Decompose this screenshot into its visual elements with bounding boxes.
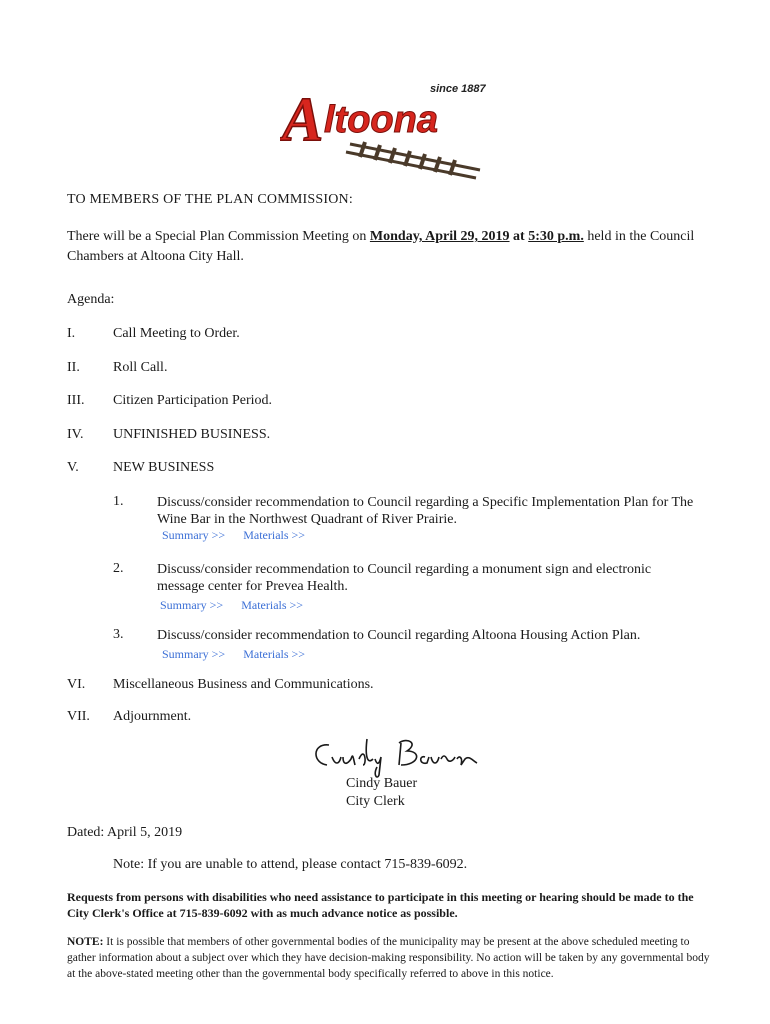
sub-item-text: Discuss/consider recommendation to Council regarding Altoona Housing Action Plan. [157, 628, 641, 643]
meeting-time: 5:30 p.m. [528, 229, 584, 244]
sub-item-text: Discuss/consider recommendation to Council regarding a Specific Implementation Plan for The Wine Bar in the Northwest Quadrant of River Prairie. [157, 495, 694, 527]
materials-link[interactable]: Materials >> [243, 647, 306, 661]
sub-item-number: 2. [113, 561, 124, 576]
handwritten-signature [307, 735, 487, 780]
sub-item-text: Discuss/consider recommendation to Council regarding a monument sign and electronic message center for Prevea Health. [157, 562, 652, 594]
summary-link[interactable]: Summary >> [162, 647, 226, 661]
item-number: I. [67, 326, 76, 341]
meeting-date: Monday, April 29, 2019 [369, 229, 510, 244]
svg-text:ltoona: ltoona [324, 99, 438, 141]
clerk-name: Cindy Bauer [346, 776, 418, 791]
item-text: Adjournment. [113, 709, 192, 724]
item-text: Citizen Participation Period. [113, 393, 273, 408]
summary-link[interactable]: Summary >> [160, 598, 224, 612]
accessibility-notice: Requests from persons with disabilities who need assistance to participate in this meeting or hearing should be made to the City Clerk's Office at 715-839-6092 with as much advance notice as possible. [67, 890, 694, 920]
railroad-track-icon [346, 142, 480, 178]
materials-link[interactable]: Materials >> [243, 528, 306, 542]
heading: TO MEMBERS OF THE PLAN COMMISSION: [67, 192, 353, 207]
item-number: IV. [67, 427, 84, 442]
item-number: III. [67, 393, 85, 408]
item-text: NEW BUSINESS [113, 460, 215, 475]
item-number: VII. [67, 709, 90, 724]
item-number: V. [67, 460, 79, 475]
sub-item-number: 3. [113, 627, 124, 642]
altoona-logo [280, 72, 490, 182]
materials-link[interactable]: Materials >> [241, 598, 304, 612]
item-text: UNFINISHED BUSINESS. [113, 427, 271, 442]
meeting-intro: There will be a Special Plan Commission Meeting on Monday, April 29, 2019 at 5:30 p.m. held in the Council Chambers at Altoona City Hall. [67, 229, 695, 264]
svg-text:since 1887: since 1887 [430, 83, 486, 95]
svg-text:A: A [282, 86, 324, 154]
item-number: VI. [67, 677, 86, 692]
note-label: NOTE: [67, 936, 104, 948]
item-text: Miscellaneous Business and Communications. [113, 677, 374, 692]
signature-block [346, 775, 417, 811]
clerk-title: City Clerk [346, 794, 405, 809]
item-text: Roll Call. [113, 360, 168, 375]
sub-item-number: 1. [113, 494, 124, 509]
dated-line: Dated: April 5, 2019 [67, 825, 183, 840]
summary-link[interactable]: Summary >> [162, 528, 226, 542]
agenda-label: Agenda: [67, 292, 115, 307]
item-text: Call Meeting to Order. [113, 326, 240, 341]
quorum-notice: NOTE: It is possible that members of other governmental bodies of the municipality may be present at the above scheduled meeting to gather information about a subject over which they have decision-making responsibility. No action will be taken by any governmental body at the above-stated meeting other than the governmental body specifically referred to above in this notice. [67, 936, 710, 980]
item-number: II. [67, 360, 80, 375]
contact-note: Note: If you are unable to attend, please contact 715-839-6092. [113, 857, 468, 872]
